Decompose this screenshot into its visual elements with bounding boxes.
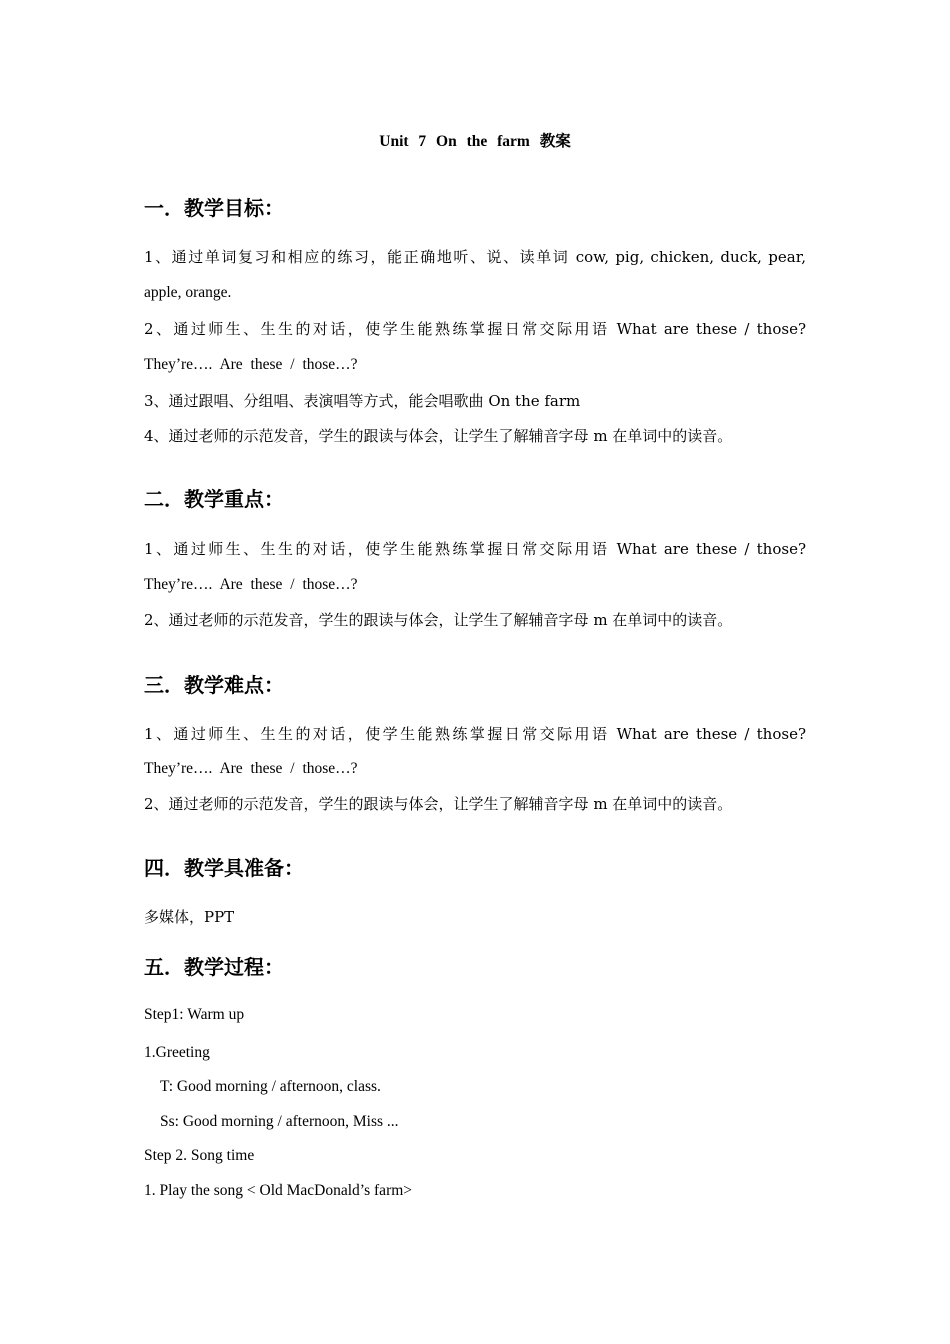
objective-line-2-cont: They’re…. Are these / those…? xyxy=(144,356,358,373)
process-play-song: 1. Play the song < Old MacDonald’s farm> xyxy=(144,1182,413,1199)
section-heading-materials: 四．教学具准备： xyxy=(144,856,304,880)
section-heading-difficulties: 三．教学难点： xyxy=(144,673,284,697)
key-point-line-1: 1、通过师生、生生的对话，使学生能熟练掌握日常交际用语 What are these / those? xyxy=(144,540,806,558)
section-heading-process: 五．教学过程： xyxy=(144,955,284,979)
objective-line-1-cont: apple, orange. xyxy=(144,284,232,301)
page-title: Unit 7 On the farm 教案 xyxy=(379,133,571,150)
process-step-1: Step1: Warm up xyxy=(144,1006,245,1023)
difficulty-line-1-cont: They’re…. Are these / those…? xyxy=(144,760,358,777)
process-students-line: Ss: Good morning / afternoon, Miss ... xyxy=(160,1113,399,1130)
key-point-line-1-cont: They’re…. Are these / those…? xyxy=(144,576,358,593)
difficulty-line-2: 2、通过老师的示范发音，学生的跟读与体会，让学生了解辅音字母 m 在单词中的读音。 xyxy=(144,795,733,813)
process-teacher-line: T: Good morning / afternoon, class. xyxy=(160,1078,381,1095)
objective-line-4: 4、通过老师的示范发音，学生的跟读与体会，让学生了解辅音字母 m 在单词中的读音。 xyxy=(144,427,733,445)
section-heading-key-points: 二．教学重点： xyxy=(144,487,284,511)
process-greeting: 1.Greeting xyxy=(144,1044,210,1061)
process-step-2: Step 2. Song time xyxy=(144,1147,255,1164)
difficulty-line-1: 1、通过师生、生生的对话，使学生能熟练掌握日常交际用语 What are these / those? xyxy=(144,725,806,743)
materials-line: 多媒体，PPT xyxy=(144,908,235,926)
objective-line-2: 2、通过师生、生生的对话，使学生能熟练掌握日常交际用语 What are these / those? xyxy=(144,320,806,338)
objective-line-3: 3、通过跟唱、分组唱、表演唱等方式，能会唱歌曲 On the farm xyxy=(144,392,581,410)
objective-line-1: 1、通过单词复习和相应的练习，能正确地听、说、读单词 cow, pig, chicken, duck, pear, xyxy=(144,248,806,266)
section-heading-objectives: 一．教学目标： xyxy=(144,196,284,220)
key-point-line-2: 2、通过老师的示范发音，学生的跟读与体会，让学生了解辅音字母 m 在单词中的读音。 xyxy=(144,611,733,629)
